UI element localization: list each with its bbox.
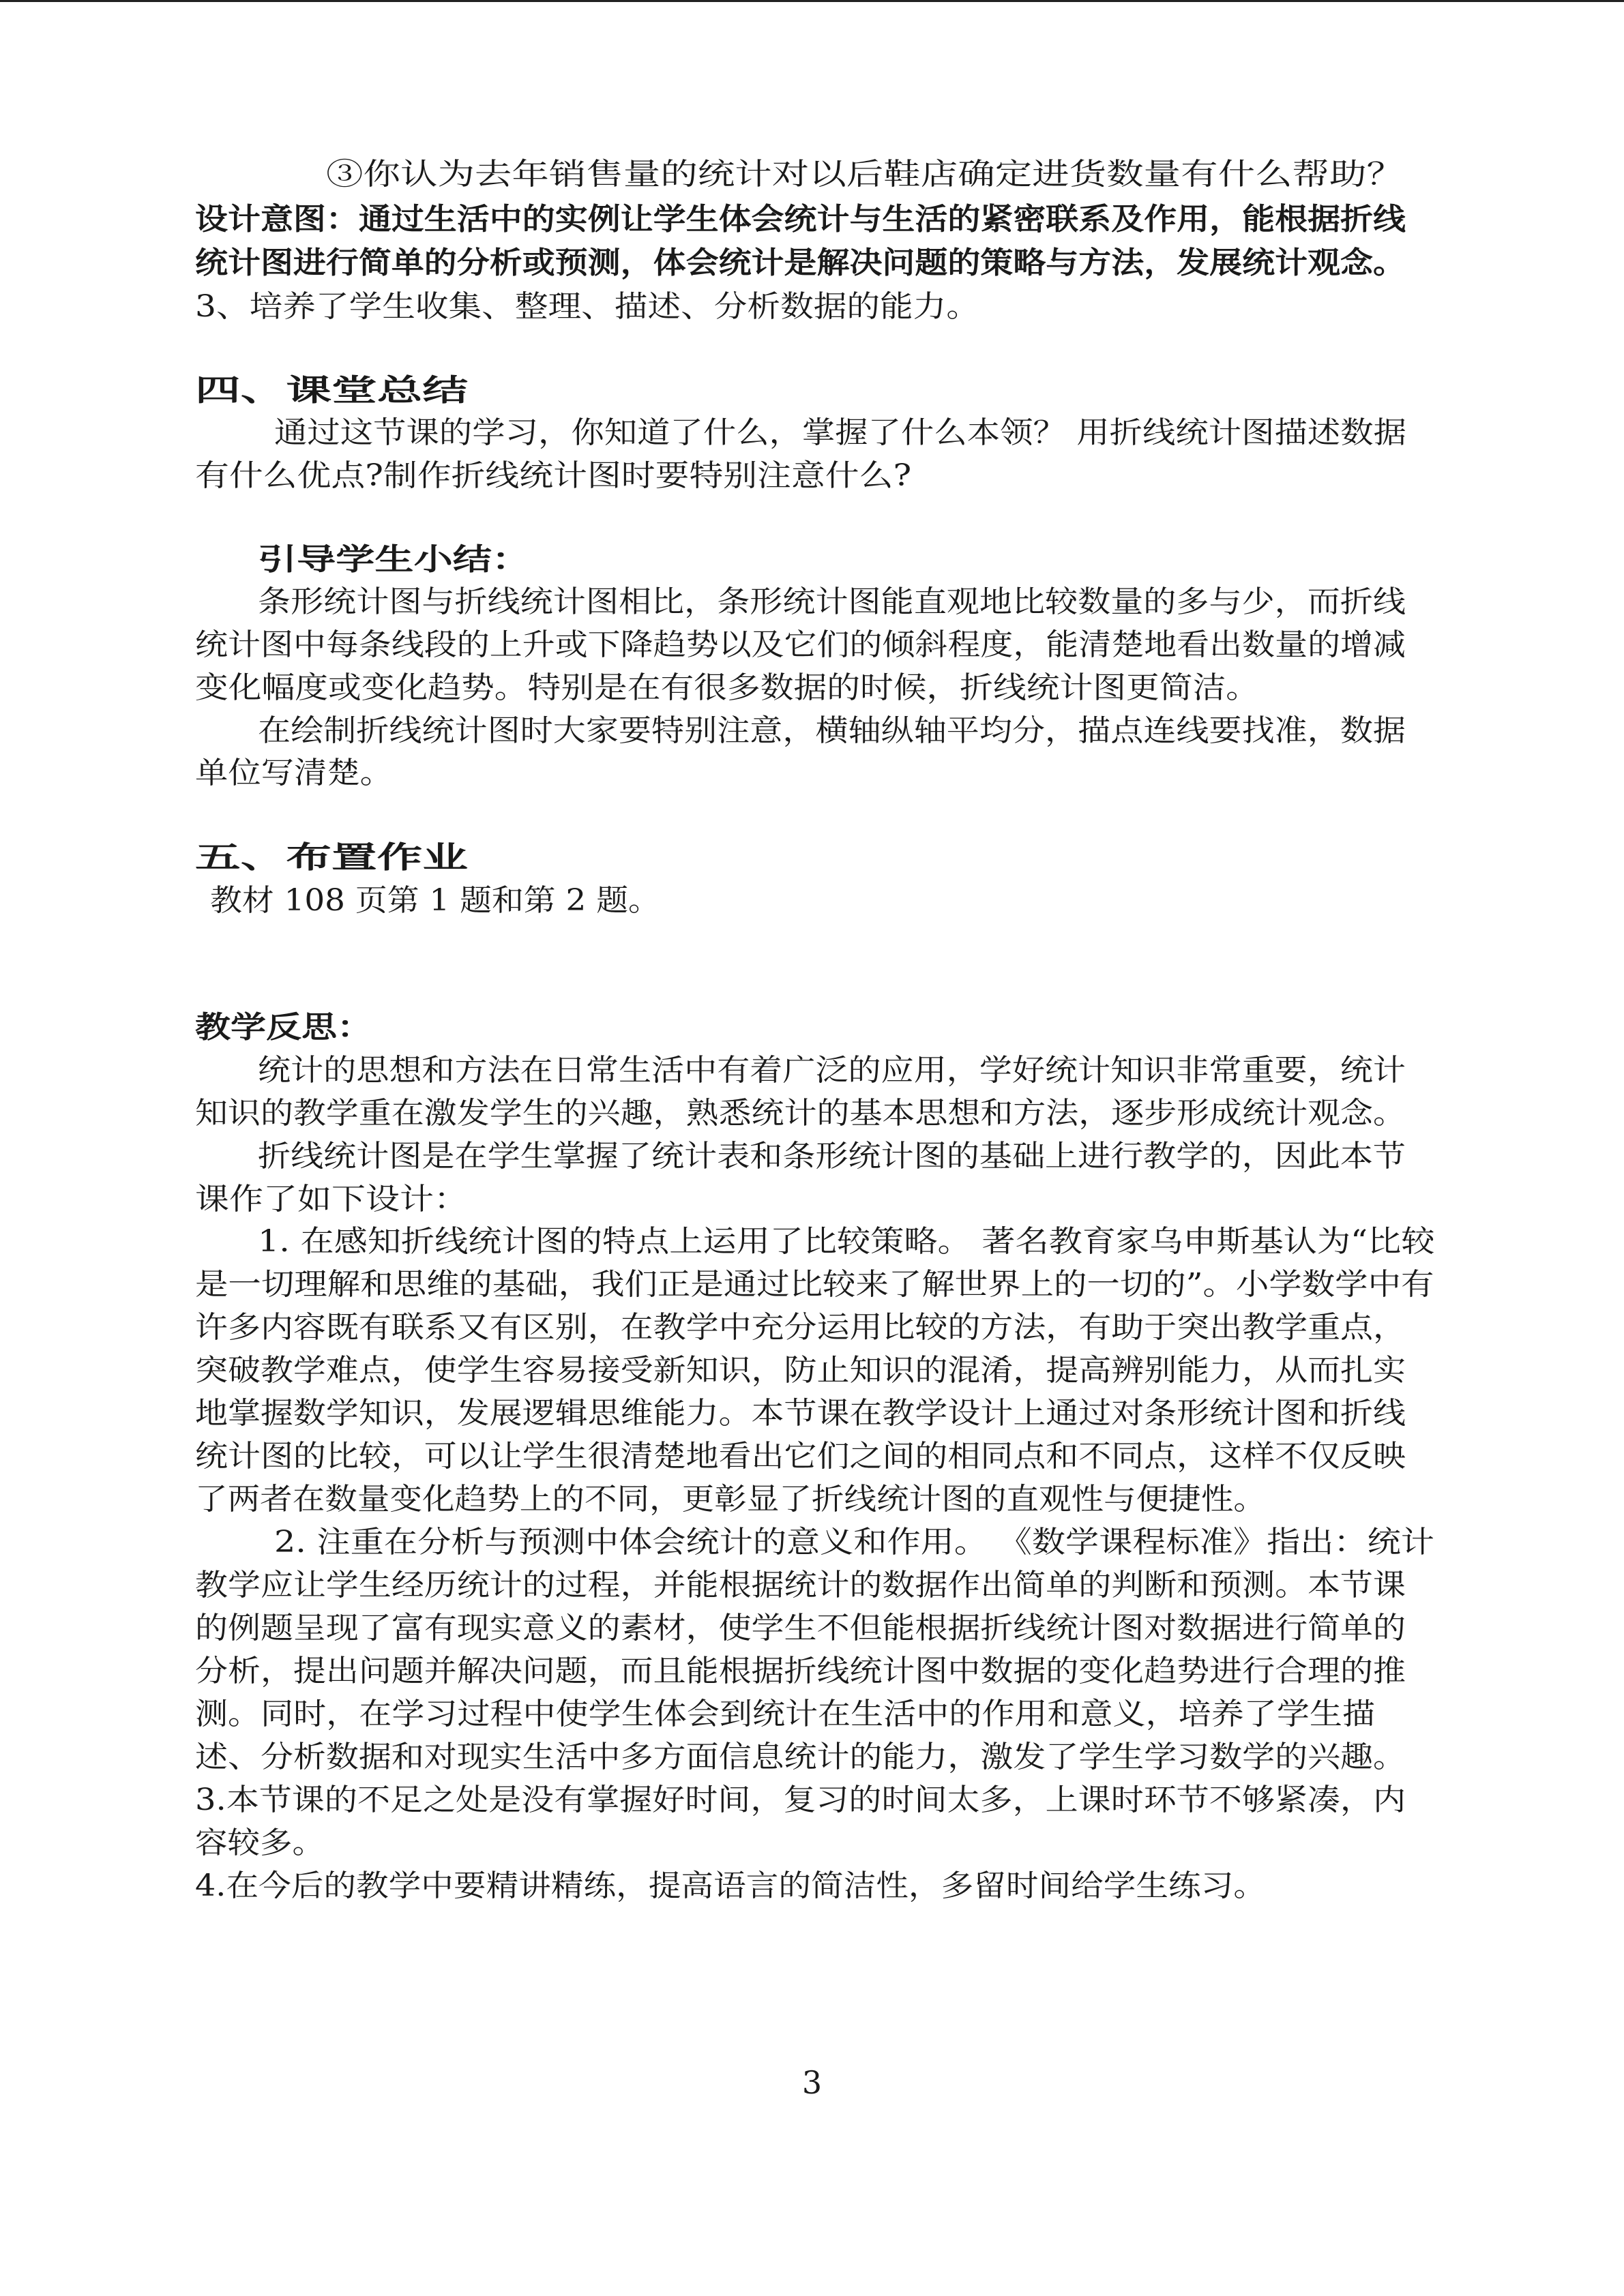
reflection-point-2-line-6: 述、分析数据和对现实生活中多方面信息统计的能力，激发了学生学习数学的兴趣。 (195, 1740, 1406, 1774)
summary-paragraph-line-1: 通过这节课的学习，你知道了什么，掌握了什么本领？ 用折线统计图描述数据 (274, 415, 1406, 450)
ability-point-3: 3、培养了学生收集、整理、描述、分析数据的能力。 (195, 289, 979, 324)
section-heading-summary: 四、课堂总结 (195, 373, 468, 408)
reflection-line-2: 知识的教学重在激发学生的兴趣，熟悉统计的基本思想和方法，逐步形成统计观念。 (195, 1096, 1406, 1131)
reflection-point-1-line-5: 地掌握数学知识，发展逻辑思维能力。本节课在教学设计上通过对条形统计图和折线 (195, 1396, 1406, 1431)
reflection-point-2-line-2: 教学应让学生经历统计的过程，并能根据统计的数据作出简单的判断和预测。本节课 (195, 1568, 1406, 1602)
design-intent-line-2: 统计图进行简单的分析或预测，体会统计是解决问题的策略与方法，发展统计观念。 (195, 245, 1406, 280)
reflection-point-2-line-3: 的例题呈现了富有现实意义的素材，使学生不但能根据折线统计图对数据进行简单的 (195, 1611, 1406, 1645)
guided-summary-line-4: 在绘制折线统计图时大家要特别注意，横轴纵轴平均分，描点连线要找准，数据 (258, 713, 1406, 748)
guided-summary-line-2: 统计图中每条线段的上升或下降趋势以及它们的倾斜程度，能清楚地看出数量的增减 (195, 627, 1406, 662)
reflection-point-1-line-1: 1. 在感知折线统计图的特点上运用了比较策略。 著名教育家乌申斯基认为“比较 (258, 1224, 1435, 1259)
guided-summary-heading: 引导学生小结： (258, 542, 531, 577)
design-intent-line-1: 设计意图：通过生活中的实例让学生体会统计与生活的紧密联系及作用，能根据折线 (195, 202, 1406, 237)
page-number: 3 (801, 2064, 823, 2101)
reflection-line-1: 统计的思想和方法在日常生活中有着广泛的应用，学好统计知识非常重要，统计 (258, 1053, 1406, 1088)
reflection-point-1-line-3: 许多内容既有联系又有区别，在教学中充分运用比较的方法，有助于突出教学重点， (195, 1310, 1406, 1345)
reflection-point-1-line-6: 统计图的比较，可以让学生很清楚地看出它们之间的相同点和不同点，这样不仅反映 (195, 1439, 1406, 1474)
reflection-point-1-line-2: 是一切理解和思维的基础，我们正是通过比较来了解世界上的一切的”。小学数学中有 (195, 1267, 1434, 1302)
reflection-point-1-line-7: 了两者在数量变化趋势上的不同，更彰显了折线统计图的直观性与便捷性。 (195, 1482, 1266, 1517)
reflection-line-4: 课作了如下设计： (195, 1182, 468, 1217)
reflection-heading: 教学反思： (195, 1010, 372, 1045)
reflection-point-1-line-4: 突破教学难点，使学生容易接受新知识，防止知识的混淆，提高辨别能力，从而扎实 (195, 1353, 1406, 1388)
reflection-point-2-line-5: 测。同时，在学习过程中使学生体会到统计在生活中的作用和意义，培养了学生描 (195, 1697, 1375, 1731)
summary-paragraph-line-2: 有什么优点?制作折线统计图时要特别注意什么? (195, 458, 912, 493)
guided-summary-line-3: 变化幅度或变化趋势。特别是在有很多数据的时候，折线统计图更简洁。 (195, 670, 1259, 705)
reflection-point-3-line-1: 3.本节课的不足之处是没有掌握好时间，复习的时间太多，上课时环节不够紧凑，内 (195, 1783, 1406, 1817)
guided-summary-line-5: 单位写清楚。 (195, 756, 393, 790)
page-top-border (0, 0, 1624, 2)
homework-assignment: 教材 108 页第 1 题和第 2 题。 (210, 883, 660, 918)
reflection-point-2-line-4: 分析，提出问题并解决问题，而且能根据折线统计图中数据的变化趋势进行合理的推 (195, 1654, 1406, 1688)
section-heading-homework: 五、布置作业 (195, 840, 468, 875)
reflection-point-2-line-1: 2. 注重在分析与预测中体会统计的意义和作用。 《数学课程标准》指出：统计 (274, 1525, 1434, 1560)
reflection-line-3: 折线统计图是在学生掌握了统计表和条形统计图的基础上进行教学的，因此本节 (258, 1139, 1406, 1174)
question-3: ③你认为去年销售量的统计对以后鞋店确定进货数量有什么帮助？ (326, 157, 1404, 192)
guided-summary-line-1: 条形统计图与折线统计图相比，条形统计图能直观地比较数量的多与少，而折线 (258, 584, 1406, 619)
reflection-point-3-line-2: 容较多。 (195, 1825, 325, 1860)
reflection-point-4: 4.在今后的教学中要精讲精练，提高语言的简洁性，多留时间给学生练习。 (195, 1868, 1266, 1903)
